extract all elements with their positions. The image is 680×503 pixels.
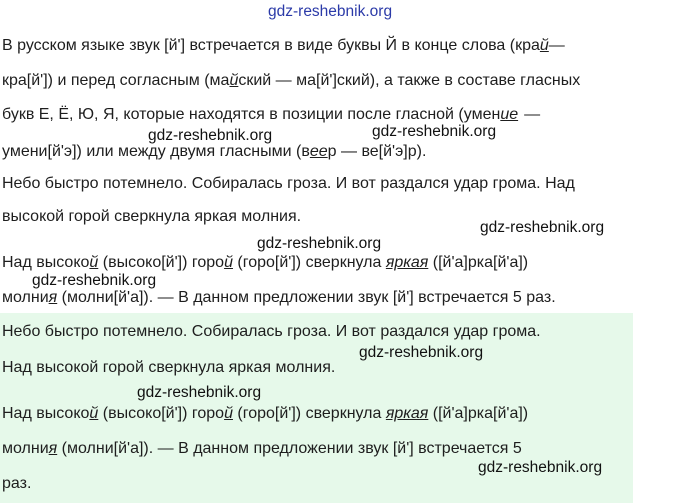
answer-text: (горо[й']) сверкнула bbox=[232, 405, 386, 422]
rule-text: букв Е, Ё, Ю, Я, которые находятся в позиции после гласной (умен bbox=[2, 106, 501, 123]
underlined-letters: ие bbox=[500, 106, 519, 123]
rule-text: В русском языке звук [й'] встречается в виде буквы Й в конце слова (кра bbox=[2, 37, 540, 54]
answer-text: (высоко[й']) горо bbox=[98, 405, 225, 422]
answer-text: молни bbox=[2, 440, 49, 457]
analysis-text: Над высоко bbox=[2, 254, 90, 271]
underlined-letter: я bbox=[48, 289, 58, 306]
watermark-top: gdz-reshebnik.org bbox=[268, 3, 393, 20]
watermark: gdz-reshebnik.org bbox=[148, 127, 273, 144]
analysis-text: молни bbox=[2, 289, 49, 306]
rule-line-4 bbox=[2, 142, 426, 162]
rule-line-3 bbox=[2, 105, 540, 125]
answer-line-1: Небо быстро потемнело. Собиралась гроза. И вот раздался удар грома. bbox=[2, 323, 541, 340]
underlined-letters: ее bbox=[309, 143, 328, 160]
analysis-text: ([й'а]рка[й'а]) bbox=[428, 254, 529, 271]
underlined-letter: й bbox=[224, 405, 233, 422]
analysis-line-2 bbox=[2, 288, 556, 308]
analysis-text: (молни[й'а]). — В данном предложении звук [й'] встречается 5 раз. bbox=[57, 289, 556, 306]
answer-line-5: раз. bbox=[2, 475, 32, 492]
exercise-line-1: Небо быстро потемнело. Собиралась гроза. И вот раздался удар грома. Над bbox=[2, 175, 575, 192]
underlined-letter: я bbox=[48, 440, 58, 457]
analysis-text: (горо[й']) сверкнула bbox=[232, 254, 386, 271]
rule-text: ский — ма[й']ский), а также в составе гласных bbox=[238, 72, 581, 89]
rule-text: кра[й']) и перед согласным (ма bbox=[2, 72, 230, 89]
rule-text: р — ве[й'э]р). bbox=[327, 143, 427, 160]
answer-text: ([й'а]рка[й'а]) bbox=[428, 405, 529, 422]
answer-text: Над высоко bbox=[2, 405, 90, 422]
underlined-letter: й bbox=[89, 254, 99, 271]
analysis-text: (высоко[й']) горо bbox=[98, 254, 225, 271]
underlined-letter: й bbox=[229, 72, 239, 89]
rule-text: — bbox=[548, 37, 565, 54]
underlined-letter: й bbox=[539, 37, 549, 54]
underlined-word: яркая bbox=[385, 405, 429, 422]
watermark: gdz-reshebnik.org bbox=[480, 219, 605, 236]
watermark: gdz-reshebnik.org bbox=[478, 459, 603, 476]
watermark: gdz-reshebnik.org bbox=[137, 384, 262, 401]
answer-line-2: Над высокой горой сверкнула яркая молния. bbox=[2, 359, 336, 376]
answer-line-3 bbox=[2, 404, 528, 424]
underlined-word: яркая bbox=[385, 254, 429, 271]
watermark: gdz-reshebnik.org bbox=[372, 123, 497, 140]
rule-line-2 bbox=[2, 71, 580, 91]
watermark: gdz-reshebnik.org bbox=[257, 235, 382, 252]
watermark: gdz-reshebnik.org bbox=[359, 344, 484, 361]
exercise-line-2: высокой горой сверкнула яркая молния. bbox=[2, 208, 302, 225]
answer-line-4 bbox=[2, 439, 522, 459]
answer-text: (молни[й'а]). — В данном предложении звук [й'] встречается 5 bbox=[57, 440, 522, 457]
rule-text: умени[й'э]) или между двумя гласными (в bbox=[2, 143, 310, 160]
underlined-letter: й bbox=[224, 254, 233, 271]
rule-text: — bbox=[524, 106, 541, 123]
analysis-line-1 bbox=[2, 253, 528, 273]
underlined-letter: й bbox=[89, 405, 99, 422]
watermark: gdz-reshebnik.org bbox=[32, 272, 157, 289]
rule-line-1 bbox=[2, 36, 565, 56]
